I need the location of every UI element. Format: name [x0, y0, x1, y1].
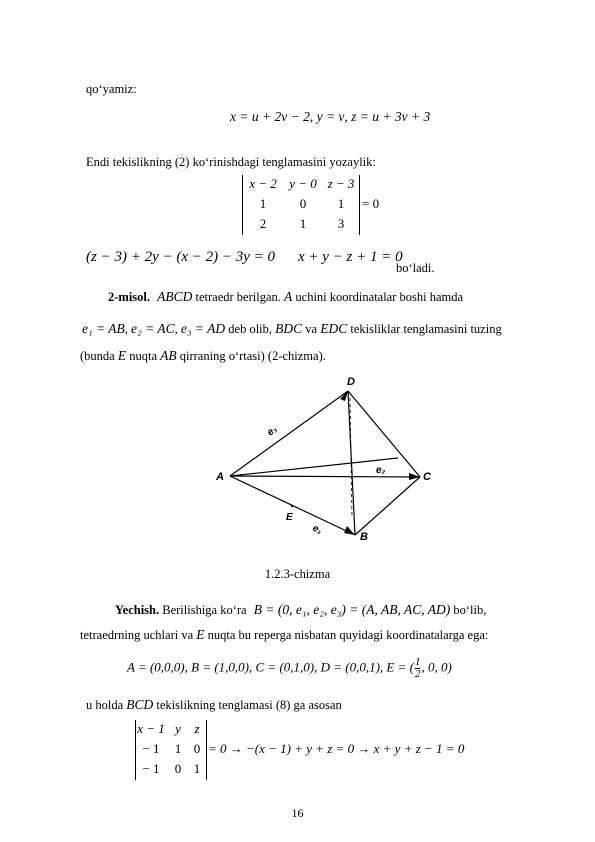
example-2-line-3: [80, 348, 326, 364]
example-label: 2-misol.: [108, 290, 151, 304]
det2-cell: 0: [174, 761, 182, 776]
det2-cell: − 1: [142, 741, 160, 756]
det2-cell: 1: [193, 761, 201, 776]
comma: ,: [124, 322, 128, 336]
text: va: [305, 322, 318, 336]
det1-cell: y − 0: [289, 176, 317, 191]
solution-line-1: [115, 602, 486, 618]
math-e1: e₁ = AB: [82, 321, 125, 336]
math-e: E: [196, 627, 205, 642]
coords: A = (0,0,0), B = (1,0,0), C = (0,1,0), D = (0,0,1), E = (: [127, 659, 414, 675]
math-e3: e₃ = AD: [180, 321, 226, 336]
text: (bunda: [80, 349, 115, 363]
equation-parametric: [230, 109, 430, 125]
text: tetraedr berilgan.: [195, 290, 281, 304]
determinant-2: [135, 720, 207, 780]
equation-plane-1: x + y − z + 1 = 0: [298, 249, 403, 265]
text: Berilishiga ko‘ra: [162, 603, 247, 617]
det1-cell: 1: [259, 196, 267, 211]
text: u holda: [86, 698, 124, 712]
frac-den: 2: [414, 668, 421, 680]
label-e: E: [286, 512, 293, 523]
label-e1: e₁: [310, 522, 324, 537]
figure-caption: 1.2.3-chizma: [264, 567, 331, 581]
det2-cell: 1: [174, 741, 182, 756]
det1-cell: 1: [299, 216, 307, 231]
det2-cell: − 1: [142, 761, 160, 776]
det1-cell: 1: [337, 196, 345, 211]
det1-cell: z − 3: [327, 176, 355, 191]
math-e: E: [117, 348, 127, 363]
label-b: B: [360, 531, 368, 543]
det2-rhs: = 0 → −(x − 1) + y + z = 0 → x + y + z − 1 = 0: [208, 741, 465, 756]
det2-cell: 0: [193, 741, 201, 756]
example-2-line-1: [108, 289, 463, 305]
page-number: 16: [291, 806, 304, 820]
text-qoyamiz: qo‘yamiz:: [86, 82, 137, 96]
eq-x: x = u + 2v − 2: [230, 109, 310, 124]
coordinates-equation: [127, 657, 452, 680]
eq-y: y = v: [316, 109, 345, 124]
vector-e2-line: [230, 458, 398, 476]
solution-label: Yechish.: [115, 603, 160, 617]
det2-cell: y: [175, 721, 181, 736]
det2-cell: x − 1: [137, 721, 165, 736]
math-e2: e₂ = AC: [131, 321, 175, 336]
text-endi: Endi tekislikning (2) ko‘rinishdagi tenglamasini yozaylik:: [86, 155, 376, 169]
edge-bc: [355, 477, 420, 535]
solution-line-2: [80, 627, 488, 643]
det1-cell: 2: [259, 216, 267, 231]
math-basis: B = (0, e₁, e₂, e₃) = (A, AB, AC, AD): [253, 602, 451, 617]
text-boladi: bo‘ladi.: [396, 261, 435, 275]
equation-expanded: (z − 3) + 2y − (x − 2) − 3y = 0: [86, 249, 276, 265]
det1-rhs: = 0: [362, 196, 380, 211]
arrow-b: [344, 526, 355, 535]
edge-ac: [230, 476, 420, 477]
text: tetraedrning uchlari va: [80, 628, 194, 642]
fraction-half: [415, 657, 421, 680]
text: uchini koordinatalar boshi hamda: [295, 290, 464, 304]
det1-cell: 3: [337, 216, 345, 231]
eq-z: z = u + 3v + 3: [351, 109, 431, 124]
math-ab: AB: [160, 348, 177, 363]
frac-num: 1: [414, 656, 421, 668]
math-abcd: ABCD: [157, 289, 193, 304]
math-edc: EDC: [320, 321, 348, 336]
tetrahedron-figure: [200, 368, 440, 558]
det2-cell: z: [194, 721, 200, 736]
label-c: C: [423, 471, 431, 483]
label-d: D: [347, 376, 355, 388]
eq-sep-2: ,: [344, 109, 348, 124]
text: tekislikning tenglamasi (8) ga asosan: [156, 698, 342, 712]
text: bo‘lib,: [453, 603, 487, 617]
point-e-dot: [291, 505, 293, 507]
example-2-line-2: [82, 321, 502, 337]
text: nuqta: [129, 349, 157, 363]
det1-cell: 0: [299, 196, 307, 211]
math-a: A: [284, 289, 293, 304]
math-bcd: BCD: [126, 697, 154, 712]
text: nuqta bu reperga nisbatan quyidagi koordinatalarga ega:: [207, 628, 489, 642]
det1-cell: x − 2: [249, 176, 277, 191]
comma: ,: [174, 322, 178, 336]
label-e2: e₂: [376, 465, 386, 476]
text: tekisliklar tenglamasini tuzing: [350, 322, 502, 336]
label-e3: e₃: [265, 423, 280, 439]
edge-ad: [230, 391, 348, 476]
solution-line-3: [86, 697, 342, 713]
text: deb olib,: [228, 322, 273, 336]
determinant-1: [242, 175, 360, 235]
eq-sep-1: ,: [309, 109, 314, 124]
label-a: A: [216, 471, 224, 483]
coords-tail: , 0, 0): [421, 659, 452, 675]
text: qirraning o‘rtasi) (2-chizma).: [179, 349, 326, 363]
math-bdc: BDC: [275, 321, 303, 336]
